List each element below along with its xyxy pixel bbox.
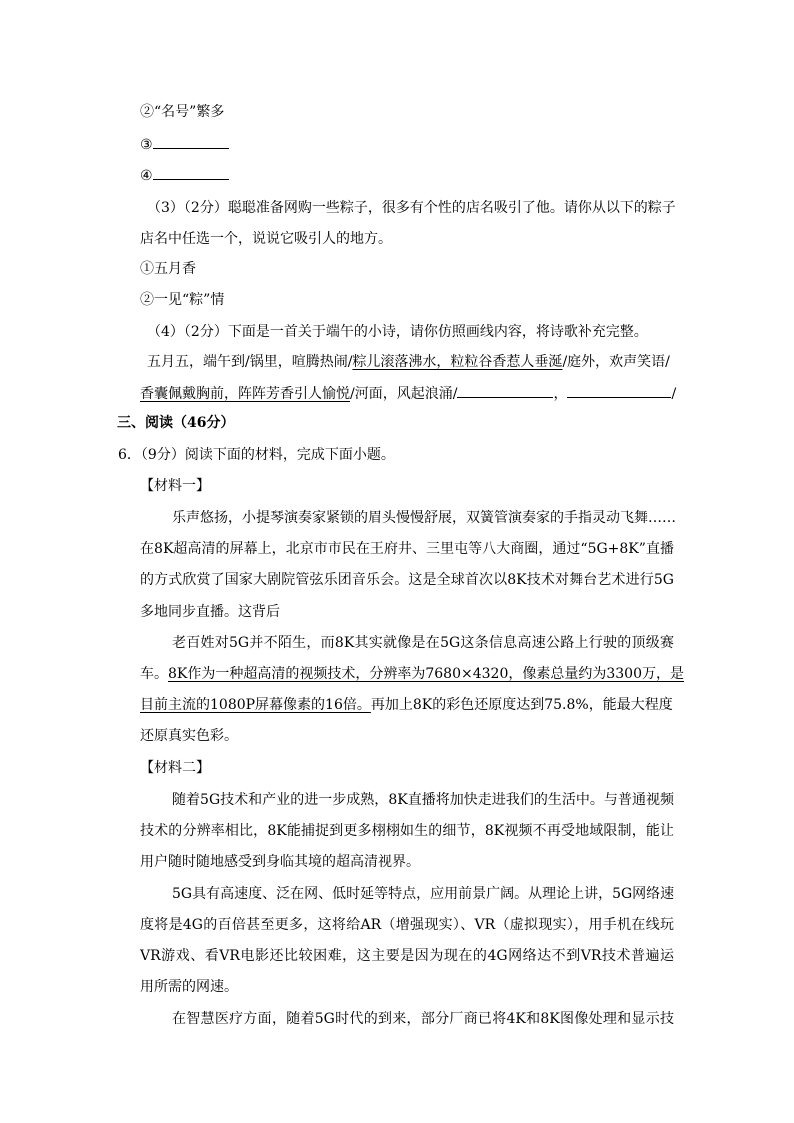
option-4-label: ④ bbox=[140, 168, 153, 184]
material-1-para-1-line-3: 的方式欣赏了国家大剧院管弦乐团音乐会。这是全球首次以8K技术对舞台艺术进行5G bbox=[140, 572, 674, 588]
poem-line-2-mid: /河面，风起浪涌/ bbox=[350, 386, 458, 402]
poem-answer-blank-1[interactable] bbox=[457, 383, 553, 398]
poem-underlined-model-2: 香囊佩戴胸前，阵阵芳香引人愉悦 bbox=[140, 386, 350, 402]
material-2-para-2-line-1: 5G具有高速度、泛在网、低时延等特点，应用前景广阔。从理论上讲，5G网络速 bbox=[172, 886, 675, 902]
option-3-line bbox=[140, 134, 229, 155]
material-1-para-1-line-4: 多地同步直播。这背后 bbox=[140, 604, 280, 620]
material-2-para-2-line-2: 度将是4G的百倍甚至更多，这将给AR（增强现实）、VR（虚拟现实），用手机在线玩 bbox=[140, 917, 674, 933]
poem-comma: ， bbox=[553, 386, 568, 402]
material-1-underlined-sentence: 8K作为一种超高清的视频技术，分辨率为7680×4320，像素总量约为3300万，是 bbox=[168, 666, 684, 682]
poem-line-1 bbox=[147, 352, 670, 372]
poem-slash: / bbox=[671, 386, 677, 402]
poem-line-2 bbox=[140, 383, 676, 404]
poem-line-1-start: 五月五，端午到/锅里，喧腾热闹/ bbox=[147, 354, 353, 370]
shop-name-option-2: ②一见“粽”情 bbox=[140, 292, 225, 308]
poem-underlined-model: 粽儿滚落沸水，粒粒谷香惹人垂涎 bbox=[352, 354, 563, 370]
question-6-line: 6．（9分）阅读下面的材料，完成下面小题。 bbox=[118, 447, 395, 463]
material-2-para-3-line-1: 在智慧医疗方面，随着5G时代的到来，部分厂商已将4K和8K图像处理和显示技 bbox=[172, 1011, 674, 1027]
material-2-para-1-line-2: 技术的分辨率相比，8K能捕捉到更多栩栩如生的细节，8K视频不再受地域限制，能让 bbox=[140, 823, 674, 839]
material-2-para-2-line-3: VR游戏、看VR电影还比较困难，这主要是因为现在的4G网络达不到VR技术普遍运 bbox=[140, 948, 674, 964]
material-1-para-2-line-2 bbox=[140, 664, 684, 684]
shop-name-option-1: ①五月香 bbox=[140, 261, 196, 277]
poem-answer-blank-2[interactable] bbox=[567, 383, 671, 398]
section-3-heading: 三、阅读（46分） bbox=[117, 415, 235, 431]
material-1-para-2-line-1: 老百姓对5G并不陌生，而8K其实就像是在5G这条信息高速公路上行驶的顶级赛 bbox=[172, 635, 674, 651]
material-2-para-1-line-1: 随着5G技术和产业的进一步成熟，8K直播将加快走进我们的生活中。与普通视频 bbox=[172, 792, 674, 808]
material-1-para-1-line-2: 在8K超高清的屏幕上，北京市市民在王府井、三里屯等八大商圈，通过“5G+8K”直播 bbox=[140, 541, 674, 557]
material-1-para-2-rest: 再加上8K的彩色还原度达到75.8%，能最大程度 bbox=[370, 697, 673, 713]
material-1-underlined-sentence-end: 目前主流的1080P屏幕像素的16倍。 bbox=[140, 697, 371, 713]
answer-blank-3[interactable] bbox=[153, 134, 229, 149]
material-1-para-2-start: 车。 bbox=[140, 666, 168, 682]
poem-line-1-end: /庭外，欢声笑语/ bbox=[562, 354, 670, 370]
material-1-para-2-line-3 bbox=[140, 695, 673, 715]
answer-blank-4[interactable] bbox=[153, 165, 229, 180]
material-2-para-1-line-3: 用户随时随地感受到身临其境的超高清视界。 bbox=[140, 854, 420, 870]
question-4-line: （4）（2分）下面是一首关于端午的小诗，请你仿照画线内容，将诗歌补充完整。 bbox=[147, 324, 648, 340]
option-4-line bbox=[140, 165, 229, 186]
option-3-label: ③ bbox=[140, 137, 153, 153]
material-1-heading: 【材料一】 bbox=[140, 478, 210, 494]
option-2-line: ②“名号”繁多 bbox=[140, 104, 225, 120]
material-1-para-1-line-1: 乐声悠扬，小提琴演奏家紧锁的眉头慢慢舒展，双簧管演奏家的手指灵动飞舞…… bbox=[172, 510, 676, 526]
question-3-line-2: 店名中任选一个，说说它吸引人的地方。 bbox=[140, 231, 392, 247]
material-2-heading: 【材料二】 bbox=[140, 760, 210, 776]
material-2-para-2-line-4: 用所需的网速。 bbox=[140, 979, 238, 995]
question-3-line-1: （3）（2分）聪聪准备网购一些粽子，很多有个性的店名吸引了他。请你从以下的粽子 bbox=[147, 200, 676, 216]
material-1-para-2-line-4: 还原真实色彩。 bbox=[140, 728, 238, 744]
